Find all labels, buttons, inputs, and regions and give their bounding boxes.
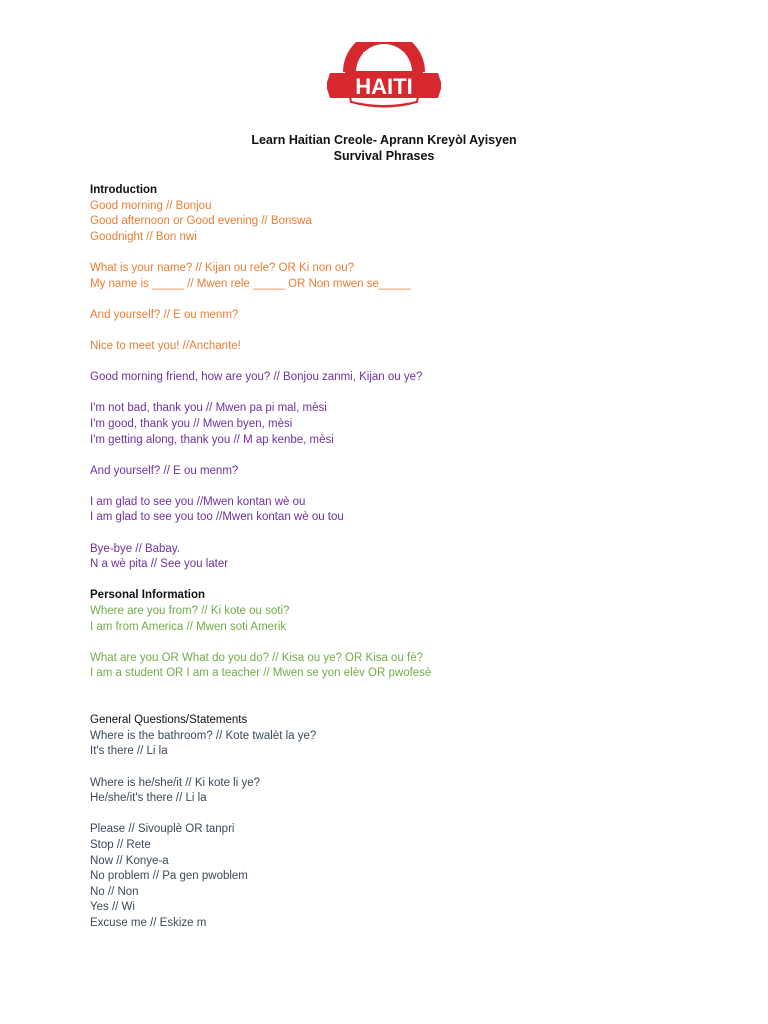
- phrase-line: Now // Konye-a: [90, 854, 169, 867]
- phrase-list: [90, 183, 690, 932]
- phrase-line: What is your name? // Kijan ou rele? OR Ki non ou?: [90, 261, 355, 274]
- phrase-line: Where is the bathroom? // Kote twalèt la ye?: [90, 729, 317, 742]
- document-subtitle: Survival Phrases: [333, 149, 435, 163]
- phrase-line: What are you OR What do you do? // Kisa ou ye? OR Kisa ou fè?: [90, 651, 424, 664]
- phrase-line: Please // Sivouplè OR tanpri: [90, 823, 235, 836]
- phrase-line: I'm good, thank you // Mwen byen, mèsi: [90, 417, 293, 430]
- projects-for-haiti-logo: [327, 42, 441, 118]
- section-heading-general-questions: General Questions/Statements: [90, 714, 248, 727]
- phrase-line: Yes // Wi: [90, 901, 135, 914]
- phrase-line: I am from America // Mwen soti Amerik: [90, 620, 287, 633]
- phrase-line: Where is he/she/it // Ki kote li ye?: [90, 776, 261, 789]
- phrase-line: He/she/it's there // Li la: [90, 792, 207, 805]
- phrase-line: Where are you from? // Ki kote ou soti?: [90, 605, 290, 618]
- section-heading-introduction: Introduction: [90, 184, 158, 196]
- phrase-line: I am glad to see you //Mwen kontan wè ou: [90, 495, 306, 508]
- phrase-line: It's there // Li la: [90, 745, 168, 758]
- phrase-line: I am glad to see you too //Mwen kontan wè ou tou: [90, 511, 344, 524]
- phrase-line: I'm getting along, thank you // M ap kenbe, mèsi: [90, 433, 334, 446]
- phrase-line: I'm not bad, thank you // Mwen pa pi mal, mèsi: [90, 402, 327, 415]
- phrase-line: Good morning // Bonjou: [90, 199, 212, 212]
- section-heading-personal-information: Personal Information: [90, 589, 206, 602]
- phrase-line: Good morning friend, how are you? // Bonjou zanmi, Kijan ou ye?: [90, 371, 423, 384]
- phrase-line: Good afternoon or Good evening // Bonswa: [90, 215, 312, 228]
- phrase-line: Excuse me // Eskize m: [90, 916, 207, 929]
- svg-text:HAITI: HAITI: [355, 74, 413, 99]
- phrase-line: N a wè pita // See you later: [90, 558, 229, 571]
- svg-text:PROJECTS: PROJECTS: [362, 51, 406, 60]
- phrase-line: No // Non: [90, 885, 139, 898]
- phrase-line: No problem // Pa gen pwoblem: [90, 870, 248, 883]
- phrase-line: Bye-bye // Babay.: [90, 542, 180, 555]
- document-title: Learn Haitian Creole- Aprann Kreyòl Ayisyen: [251, 133, 517, 147]
- phrase-line: And yourself? // E ou menm?: [90, 464, 239, 477]
- phrase-line: Stop // Rete: [90, 838, 151, 851]
- phrase-line: And yourself? // E ou menm?: [90, 308, 239, 321]
- phrase-line: Goodnight // Bon nwi: [90, 230, 197, 243]
- phrase-line: Nice to meet you! //Anchante!: [90, 339, 241, 352]
- phrase-line: My name is _____ // Mwen rele _____ OR Non mwen se_____: [90, 277, 411, 290]
- svg-text:FOR: FOR: [377, 65, 391, 71]
- phrase-line: I am a student OR I am a teacher // Mwen se yon elèv OR pwofesè: [90, 667, 432, 680]
